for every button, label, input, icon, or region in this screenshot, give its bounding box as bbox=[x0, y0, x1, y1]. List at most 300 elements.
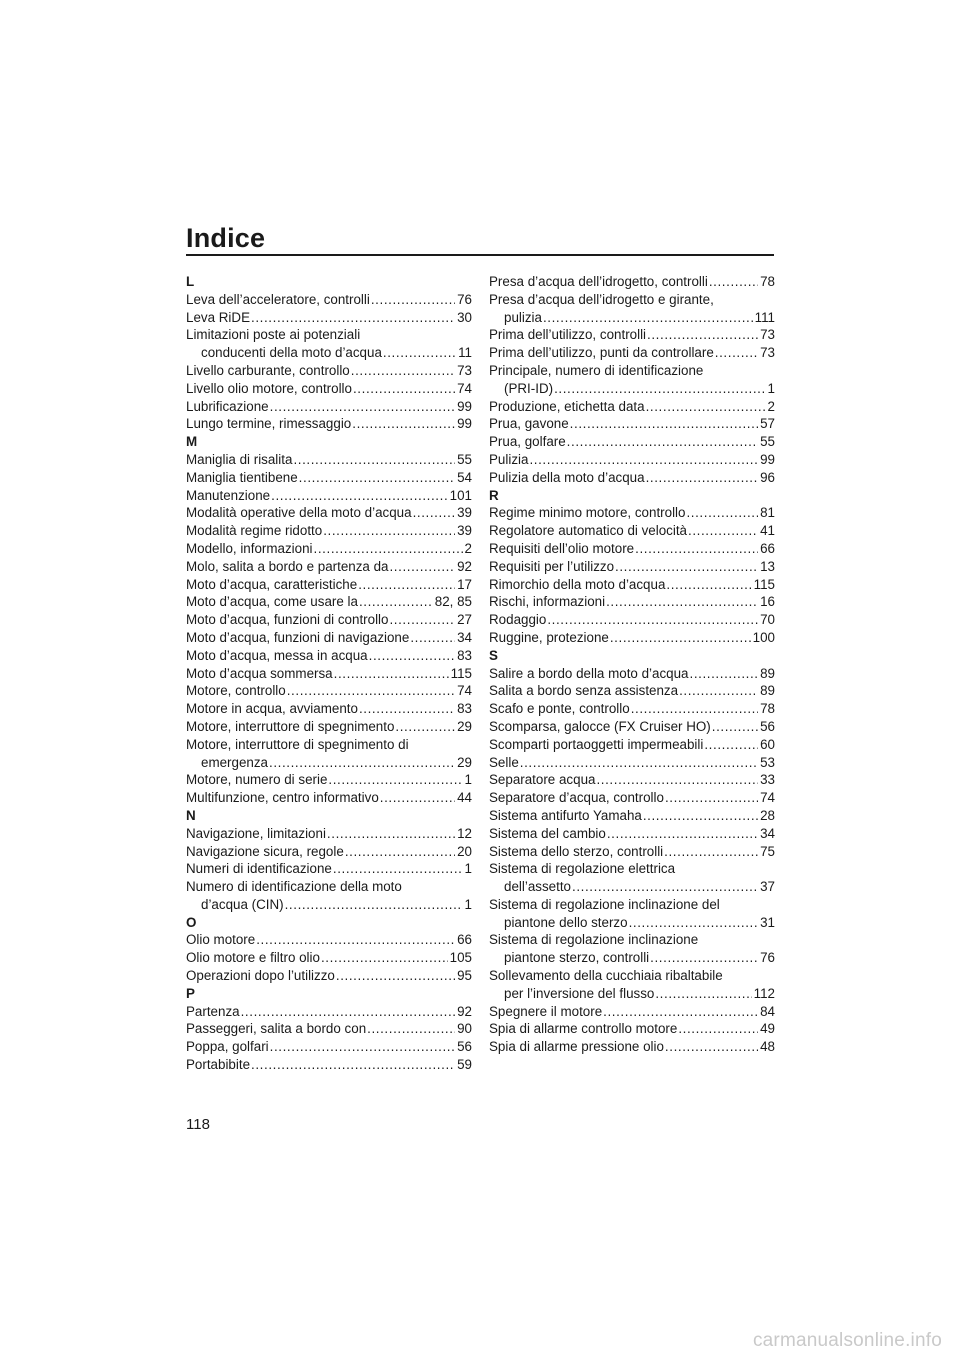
index-entry bbox=[489, 931, 775, 967]
index-entry-row bbox=[186, 860, 472, 878]
index-entry bbox=[489, 665, 775, 683]
dot-leader bbox=[607, 825, 758, 843]
index-entry-label: Modalità operative della moto d’acqua bbox=[186, 505, 412, 521]
index-entry-page: 55 bbox=[457, 451, 472, 467]
index-entry bbox=[489, 967, 775, 1003]
index-entry-label: Selle bbox=[489, 754, 519, 770]
dot-leader bbox=[646, 398, 766, 416]
index-entry-label: dell’assetto bbox=[504, 879, 571, 895]
index-entry-row bbox=[186, 522, 472, 540]
index-entry-page: 90 bbox=[457, 1021, 472, 1037]
index-entry-label: Separatore acqua bbox=[489, 772, 596, 788]
index-entry-first-line: Sollevamento della cucchiaia ribaltabile bbox=[489, 968, 723, 984]
index-entry bbox=[186, 309, 472, 327]
index-entry-page: 33 bbox=[760, 772, 775, 788]
index-entry-label: Navigazione, limitazioni bbox=[186, 825, 326, 841]
index-entry bbox=[186, 593, 472, 611]
index-entry-row bbox=[489, 789, 775, 807]
index-entry-label: piantone sterzo, controlli bbox=[504, 950, 650, 966]
index-entry-label: Moto d’acqua, funzioni di navigazione bbox=[186, 629, 410, 645]
dot-leader bbox=[383, 344, 456, 362]
index-entry-row bbox=[489, 540, 775, 558]
index-entry-label: Sistema dello sterzo, controlli bbox=[489, 843, 664, 859]
dot-leader bbox=[395, 718, 455, 736]
index-entry-row bbox=[186, 931, 472, 949]
dot-leader bbox=[664, 843, 758, 861]
dot-leader bbox=[643, 807, 758, 825]
index-entry-page: 101 bbox=[449, 487, 472, 503]
index-entry-label: Leva RiDE bbox=[186, 309, 251, 325]
index-entry-row bbox=[186, 789, 472, 807]
index-entry bbox=[186, 380, 472, 398]
index-entry-label: Sistema del cambio bbox=[489, 825, 606, 841]
index-entry-row bbox=[489, 522, 775, 540]
index-entry-row bbox=[489, 451, 775, 469]
index-entry-row bbox=[489, 825, 775, 843]
index-entry bbox=[489, 843, 775, 861]
index-entry-row bbox=[186, 949, 472, 967]
index-entry-row bbox=[186, 896, 472, 914]
index-entry-row bbox=[489, 469, 775, 487]
index-entry-page: 73 bbox=[760, 345, 775, 361]
index-entry bbox=[186, 878, 472, 914]
index-entry-first-line: Sistema di regolazione elettrica bbox=[489, 861, 676, 877]
index-entry-label: Modello, informazioni bbox=[186, 540, 313, 556]
index-entry-row bbox=[186, 451, 472, 469]
page-number: 118 bbox=[186, 1116, 210, 1133]
index-entry-label: Manutenzione bbox=[186, 487, 271, 503]
index-entry-page: 74 bbox=[457, 683, 472, 699]
dot-leader bbox=[688, 522, 758, 540]
index-entry-page: 100 bbox=[752, 629, 775, 645]
dot-leader bbox=[646, 469, 759, 487]
index-entry-label: Presa d’acqua dell’idrogetto, controlli bbox=[489, 274, 708, 289]
index-entry-row bbox=[489, 754, 775, 772]
index-entry-row bbox=[489, 326, 775, 344]
dot-leader bbox=[334, 665, 449, 683]
index-entry-label: Poppa, golfari bbox=[186, 1039, 269, 1055]
index-entry-label: emergenza bbox=[201, 754, 268, 770]
index-entry bbox=[186, 504, 472, 522]
index-entry-label: Motore, controllo bbox=[186, 683, 286, 699]
index-entry-label: Portabibite bbox=[186, 1057, 251, 1073]
index-entry-page: 89 bbox=[760, 665, 775, 681]
dot-leader bbox=[690, 665, 759, 683]
dot-leader bbox=[299, 469, 455, 487]
index-entry bbox=[489, 415, 775, 433]
index-entry-label: Prima dell’utilizzo, punti da controllare bbox=[489, 345, 714, 361]
index-entry bbox=[489, 558, 775, 576]
index-entry-row bbox=[489, 718, 775, 736]
index-entry-label: Prua, gavone bbox=[489, 416, 569, 432]
index-entry-row bbox=[186, 1020, 472, 1038]
index-entry-label: Modalità regime ridotto bbox=[186, 523, 323, 539]
index-entry-label: Prua, golfare bbox=[489, 434, 566, 450]
index-entry-row bbox=[186, 1003, 472, 1021]
index-entry-page: 27 bbox=[457, 612, 472, 628]
index-entry-label: Rimorchio della moto d’acqua bbox=[489, 576, 666, 592]
index-entry-row bbox=[186, 362, 472, 380]
index-entry-first-line: Principale, numero di identificazione bbox=[489, 362, 704, 378]
index-entry-page: 73 bbox=[760, 327, 775, 343]
page-title: Indice bbox=[186, 223, 266, 253]
index-entry-first-line: Presa d’acqua dell’idrogetto e girante, bbox=[489, 291, 714, 307]
index-entry-label: Salita a bordo senza assistenza bbox=[489, 683, 679, 699]
index-entry-page: 16 bbox=[760, 594, 775, 610]
index-letter-heading: M bbox=[186, 434, 198, 450]
dot-leader bbox=[371, 291, 455, 309]
dot-leader bbox=[647, 326, 758, 344]
index-entry bbox=[186, 771, 472, 789]
index-entry-page: 66 bbox=[760, 540, 775, 556]
index-entry-row bbox=[489, 949, 775, 967]
dot-leader bbox=[241, 1003, 455, 1021]
index-entry-page: 74 bbox=[457, 380, 472, 396]
index-entry-row bbox=[489, 807, 775, 825]
index-entry-page: 12 bbox=[457, 825, 472, 841]
index-entry-row bbox=[186, 398, 472, 416]
dot-leader bbox=[610, 629, 751, 647]
index-entry-label: Livello olio motore, controllo bbox=[186, 380, 352, 396]
index-entry-label: Livello carburante, controllo bbox=[186, 362, 350, 378]
index-entry-label: Spia di allarme controllo motore bbox=[489, 1021, 678, 1037]
title-underline bbox=[186, 254, 774, 256]
index-entry bbox=[489, 504, 775, 522]
index-entry-page: 112 bbox=[753, 985, 775, 1001]
index-entry-label: Salire a bordo della moto d’acqua bbox=[489, 665, 689, 681]
index-entry bbox=[186, 576, 472, 594]
index-letter-heading: L bbox=[186, 274, 195, 289]
dot-leader bbox=[554, 380, 765, 398]
index-entry-label: Pulizia della moto d’acqua bbox=[489, 469, 645, 485]
index-entry-row bbox=[489, 309, 775, 327]
dot-leader bbox=[367, 1020, 455, 1038]
index-entry bbox=[489, 540, 775, 558]
dot-leader bbox=[321, 949, 448, 967]
dot-leader bbox=[650, 949, 758, 967]
dot-leader bbox=[572, 878, 758, 896]
index-entry-row bbox=[186, 629, 472, 647]
index-entry-label: Scomparti portaoggetti impermeabili bbox=[489, 736, 704, 752]
index-entry-row bbox=[186, 504, 472, 522]
index-entry-label: Moto d’acqua sommersa bbox=[186, 665, 333, 681]
dot-leader bbox=[631, 700, 758, 718]
index-entry bbox=[186, 700, 472, 718]
dot-leader bbox=[679, 682, 758, 700]
dot-leader bbox=[410, 629, 455, 647]
dot-leader bbox=[351, 362, 455, 380]
index-entry bbox=[489, 326, 775, 344]
index-entry-page: 49 bbox=[760, 1021, 775, 1037]
index-column-right bbox=[489, 273, 775, 1056]
index-entry-row bbox=[489, 771, 775, 789]
index-entry-row bbox=[489, 433, 775, 451]
index-entry bbox=[186, 362, 472, 380]
index-entry-page: 115 bbox=[450, 665, 472, 681]
index-entry-page: 83 bbox=[457, 647, 472, 663]
index-entry-page: 78 bbox=[760, 274, 775, 289]
index-entry-label: Produzione, etichetta data bbox=[489, 398, 645, 414]
dot-leader bbox=[709, 273, 758, 291]
dot-leader bbox=[389, 558, 455, 576]
index-entry-page: 13 bbox=[760, 558, 775, 574]
dot-leader bbox=[712, 718, 758, 736]
index-entry-row bbox=[186, 309, 472, 327]
index-letter-heading: S bbox=[489, 647, 498, 663]
index-entry-page: 2 bbox=[767, 398, 775, 414]
dot-leader bbox=[285, 896, 463, 914]
dot-leader bbox=[665, 1038, 758, 1056]
dot-leader bbox=[715, 344, 758, 362]
index-entry bbox=[489, 451, 775, 469]
index-entry-row bbox=[489, 878, 775, 896]
dot-leader bbox=[251, 309, 455, 327]
index-entry bbox=[186, 860, 472, 878]
index-entry-row bbox=[186, 558, 472, 576]
index-entry-page: 96 bbox=[760, 469, 775, 485]
index-entry-label: Motore, interruttore di spegnimento bbox=[186, 718, 395, 734]
index-letter-heading: P bbox=[186, 985, 195, 1001]
index-entry-page: 81 bbox=[760, 505, 775, 521]
index-entry bbox=[186, 1038, 472, 1056]
dot-leader bbox=[413, 504, 456, 522]
index-entry-row bbox=[489, 682, 775, 700]
dot-leader bbox=[333, 860, 463, 878]
index-entry-row bbox=[489, 629, 775, 647]
index-entry-row bbox=[186, 540, 472, 558]
dot-leader bbox=[359, 700, 455, 718]
index-entry-page: 83 bbox=[457, 701, 472, 717]
index-entry-page: 111 bbox=[754, 309, 775, 325]
dot-leader bbox=[287, 682, 455, 700]
index-entry-label: Scomparsa, galocce (FX Cruiser HO) bbox=[489, 718, 711, 734]
index-entry-row bbox=[186, 611, 472, 629]
index-entry bbox=[489, 1003, 775, 1021]
index-entry-row bbox=[489, 398, 775, 416]
index-entry bbox=[186, 682, 472, 700]
index-entry bbox=[186, 629, 472, 647]
index-entry-page: 56 bbox=[457, 1039, 472, 1055]
index-entry-label: Motore, numero di serie bbox=[186, 772, 328, 788]
index-entry bbox=[489, 896, 775, 932]
index-entry bbox=[489, 593, 775, 611]
index-entry-row bbox=[489, 1003, 775, 1021]
index-entry-row bbox=[489, 1020, 775, 1038]
dot-leader bbox=[547, 611, 758, 629]
index-entry-label: Rodaggio bbox=[489, 612, 547, 628]
index-entry bbox=[186, 540, 472, 558]
index-entry-label: Partenza bbox=[186, 1003, 240, 1019]
index-entry-label: conducenti della moto d’acqua bbox=[201, 345, 382, 361]
index-entry bbox=[186, 291, 472, 309]
index-entry-page: 92 bbox=[457, 558, 472, 574]
index-entry bbox=[489, 576, 775, 594]
index-entry bbox=[186, 825, 472, 843]
index-entry-page: 53 bbox=[760, 754, 775, 770]
dot-leader bbox=[256, 931, 455, 949]
index-entry-label: Prima dell’utilizzo, controlli bbox=[489, 327, 647, 343]
index-entry-row bbox=[489, 273, 775, 291]
index-entry-label: Scafo e ponte, controllo bbox=[489, 701, 630, 717]
index-entry-row bbox=[489, 985, 775, 1003]
index-entry-label: Lubrificazione bbox=[186, 398, 269, 414]
index-entry bbox=[186, 967, 472, 985]
index-entry-row bbox=[186, 771, 472, 789]
index-entry bbox=[186, 843, 472, 861]
index-entry-page: 99 bbox=[457, 398, 472, 414]
index-entry-page: 95 bbox=[457, 968, 472, 984]
dot-leader bbox=[353, 380, 455, 398]
index-entry-page: 39 bbox=[457, 523, 472, 539]
index-entry-page: 70 bbox=[760, 612, 775, 628]
index-entry-page: 115 bbox=[753, 576, 775, 592]
index-entry-page: 57 bbox=[760, 416, 775, 432]
index-entry bbox=[489, 736, 775, 754]
index-entry-label: Moto d’acqua, come usare la bbox=[186, 594, 358, 610]
index-entry bbox=[186, 398, 472, 416]
index-entry-label: Rischi, informazioni bbox=[489, 594, 606, 610]
index-entry-label: (PRI-ID) bbox=[504, 380, 554, 396]
index-entry-row bbox=[489, 415, 775, 433]
index-entry-page: 44 bbox=[457, 790, 472, 806]
index-entry-label: Moto d’acqua, messa in acqua bbox=[186, 647, 368, 663]
index-entry-row bbox=[186, 825, 472, 843]
index-entry-page: 60 bbox=[760, 736, 775, 752]
index-entry-page: 75 bbox=[760, 843, 775, 859]
dot-leader bbox=[323, 522, 455, 540]
index-entry-row bbox=[186, 700, 472, 718]
index-entry bbox=[186, 718, 472, 736]
index-entry-row bbox=[186, 291, 472, 309]
index-entry-page: 41 bbox=[760, 523, 775, 539]
index-entry-first-line: Motore, interruttore di spegnimento di bbox=[186, 736, 409, 752]
index-entry-row bbox=[489, 380, 775, 398]
dot-leader bbox=[369, 647, 455, 665]
index-entry-row bbox=[489, 593, 775, 611]
index-entry-page: 54 bbox=[457, 469, 472, 485]
index-entry-page: 66 bbox=[457, 932, 472, 948]
index-entry-row bbox=[186, 380, 472, 398]
dot-leader bbox=[345, 843, 455, 861]
dot-leader bbox=[615, 558, 758, 576]
index-entry-page: 78 bbox=[760, 701, 775, 717]
index-entry-label: Spegnere il motore bbox=[489, 1003, 603, 1019]
index-entry-label: pulizia bbox=[504, 309, 542, 325]
index-entry bbox=[186, 949, 472, 967]
index-entry-label: Navigazione sicura, regole bbox=[186, 843, 344, 859]
dot-leader bbox=[328, 771, 462, 789]
index-entry-page: 20 bbox=[457, 843, 472, 859]
index-letter-heading: R bbox=[489, 487, 499, 503]
index-entry bbox=[489, 807, 775, 825]
index-entry-row bbox=[186, 682, 472, 700]
index-entry-row bbox=[186, 665, 472, 683]
index-entry bbox=[489, 522, 775, 540]
index-entry-page: 17 bbox=[457, 576, 472, 592]
index-entry bbox=[489, 825, 775, 843]
index-entry-page: 1 bbox=[464, 772, 472, 788]
index-entry-page: 89 bbox=[760, 683, 775, 699]
index-entry-label: Moto d’acqua, funzioni di controllo bbox=[186, 612, 389, 628]
index-entry-row bbox=[186, 344, 472, 362]
index-entry bbox=[489, 1038, 775, 1056]
dot-leader bbox=[666, 576, 751, 594]
dot-leader bbox=[665, 789, 758, 807]
dot-leader bbox=[686, 504, 758, 522]
index-entry-label: Ruggine, protezione bbox=[489, 629, 609, 645]
index-entry-row bbox=[186, 487, 472, 505]
index-entry-label: Passeggeri, salita a bordo con bbox=[186, 1021, 367, 1037]
index-entry-row bbox=[489, 1038, 775, 1056]
index-entry-label: Olio motore bbox=[186, 932, 256, 948]
index-entry-label: Lungo termine, rimessaggio bbox=[186, 416, 352, 432]
index-entry-label: Molo, salita a bordo e partenza da bbox=[186, 558, 389, 574]
dot-leader bbox=[567, 433, 758, 451]
dot-leader bbox=[655, 985, 751, 1003]
index-entry-row bbox=[489, 558, 775, 576]
index-entry-label: Moto d’acqua, caratteristiche bbox=[186, 576, 358, 592]
index-entry-label: Olio motore e filtro olio bbox=[186, 950, 320, 966]
index-entry-page: 55 bbox=[760, 434, 775, 450]
index-entry-row bbox=[489, 611, 775, 629]
index-entry bbox=[489, 754, 775, 772]
index-entry-row bbox=[489, 700, 775, 718]
index-entry bbox=[489, 629, 775, 647]
index-entry-row bbox=[186, 754, 472, 772]
index-entry-label: Leva dell’acceleratore, controlli bbox=[186, 291, 370, 307]
dot-leader bbox=[570, 415, 758, 433]
index-entry-page: 76 bbox=[760, 950, 775, 966]
index-entry-page: 1 bbox=[767, 380, 775, 396]
index-entry-label: Maniglia tientibene bbox=[186, 469, 298, 485]
index-entry-row bbox=[186, 576, 472, 594]
index-letter-heading: O bbox=[186, 914, 197, 930]
index-entry bbox=[186, 415, 472, 433]
index-entry bbox=[489, 682, 775, 700]
index-entry-page: 73 bbox=[457, 362, 472, 378]
index-entry bbox=[489, 771, 775, 789]
index-entry-page: 1 bbox=[464, 896, 472, 912]
dot-leader bbox=[270, 1038, 455, 1056]
index-entry bbox=[186, 487, 472, 505]
dot-leader bbox=[358, 576, 455, 594]
index-entry bbox=[489, 1020, 775, 1038]
index-entry-label: Maniglia di risalita bbox=[186, 451, 293, 467]
index-entry-label: Operazioni dopo l’utilizzo bbox=[186, 968, 335, 984]
index-entry-label: Requisiti per l’utilizzo bbox=[489, 558, 615, 574]
index-entry bbox=[489, 700, 775, 718]
index-entry-row bbox=[489, 576, 775, 594]
index-entry-label: Numeri di identificazione bbox=[186, 861, 332, 877]
index-entry-page: 99 bbox=[457, 416, 472, 432]
index-entry bbox=[489, 469, 775, 487]
dot-leader bbox=[293, 451, 455, 469]
index-entry-page: 76 bbox=[457, 291, 472, 307]
index-entry bbox=[186, 647, 472, 665]
index-entry bbox=[489, 291, 775, 327]
index-entry bbox=[186, 522, 472, 540]
index-entry bbox=[186, 611, 472, 629]
index-entry bbox=[186, 931, 472, 949]
index-entry-page: 84 bbox=[760, 1003, 775, 1019]
index-entry bbox=[489, 398, 775, 416]
dot-leader bbox=[270, 398, 455, 416]
index-entry-label: d’acqua (CIN) bbox=[201, 896, 284, 912]
index-entry-row bbox=[186, 843, 472, 861]
index-entry-row bbox=[489, 344, 775, 362]
dot-leader bbox=[336, 967, 455, 985]
index-entry-row bbox=[186, 647, 472, 665]
